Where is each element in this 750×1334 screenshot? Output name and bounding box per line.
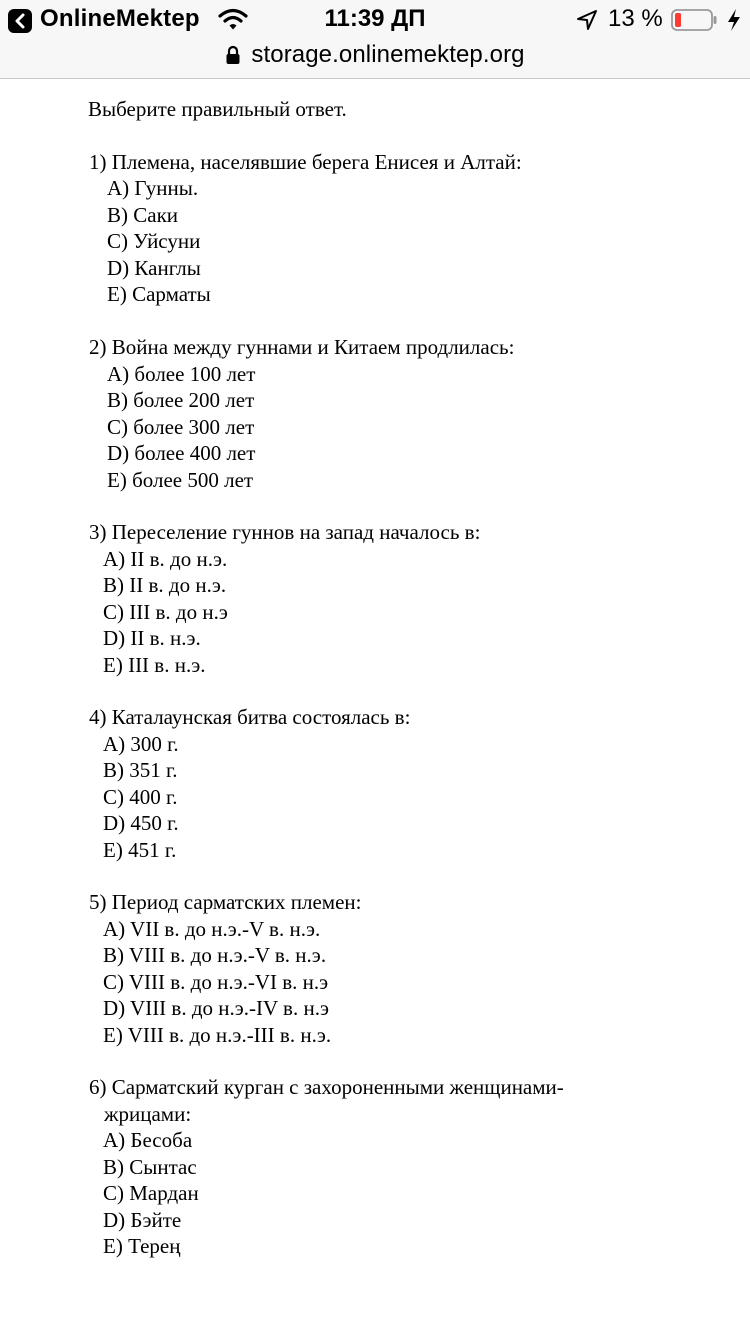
answer-option: B) VIII в. до н.э.-V в. н.э. [103,943,327,967]
question-text: 5) Период сарматских племен: [89,890,362,914]
answer-option: C) III в. до н.э [103,600,228,624]
question-text-continued: жрицами: [104,1102,192,1126]
url-text[interactable]: storage.onlinemektep.org [251,41,525,68]
answer-option: E) III в. н.э. [103,653,206,677]
lock-icon [225,45,241,65]
question-text: 4) Каталаунская битва состоялась в: [89,705,411,729]
chevron-left-icon [13,13,27,29]
answer-option: E) Терең [103,1234,181,1258]
location-arrow-icon [576,9,598,31]
answer-option: A) более 100 лет [107,362,256,386]
answer-option: B) 351 г. [103,758,178,782]
question-text: 6) Сарматский курган с захороненными женщинами- [89,1075,564,1099]
answer-option: D) Бэйте [103,1208,182,1232]
answer-option: D) Канглы [107,256,201,280]
question-text: 3) Переселение гуннов на запад началось в: [89,520,481,544]
answer-option: B) Сынтас [103,1155,197,1179]
browser-top-bar [0,0,750,79]
answer-option: A) Бесоба [103,1128,193,1152]
answer-option: E) VIII в. до н.э.-III в. н.э. [103,1023,332,1047]
charging-bolt-icon [726,8,742,32]
answer-option: A) 300 г. [103,732,179,756]
answer-option: D) VIII в. до н.э.-IV в. н.э [103,996,329,1020]
back-to-app-button[interactable] [8,9,32,33]
battery-icon [671,9,717,31]
answer-option: E) Сарматы [107,282,211,306]
status-time: 11:39 ДП [324,5,426,32]
answer-option: A) VII в. до н.э.-V в. н.э. [103,917,321,941]
back-app-label[interactable]: OnlineMektep [40,5,200,32]
battery-percent: 13 % [608,5,663,32]
status-bar [0,0,750,40]
answer-option: C) 400 г. [103,785,178,809]
question-text: 1) Племена, населявшие берега Енисея и Алтай: [89,150,522,174]
answer-option: A) II в. до н.э. [103,547,228,571]
wifi-icon [218,8,248,32]
answer-option: A) Гунны. [107,176,199,200]
answer-option: E) 451 г. [103,838,177,862]
answer-option: D) II в. н.э. [103,626,201,650]
answer-option: C) Мардан [103,1181,199,1205]
address-bar[interactable] [0,38,750,72]
answer-option: D) более 400 лет [107,441,256,465]
answer-option: E) более 500 лет [107,468,254,492]
question-text: 2) Война между гуннами и Китаем продлилась: [89,335,515,359]
page-content [0,79,750,1334]
answer-option: B) Саки [107,203,179,227]
answer-option: D) 450 г. [103,811,179,835]
answer-option: B) более 200 лет [107,388,255,412]
answer-option: C) Уйсуни [107,229,201,253]
answer-option: C) более 300 лет [107,415,255,439]
instruction-text: Выберите правильный ответ. [88,97,347,121]
answer-option: C) VIII в. до н.э.-VI в. н.э [103,970,329,994]
answer-option: B) II в. до н.э. [103,573,227,597]
